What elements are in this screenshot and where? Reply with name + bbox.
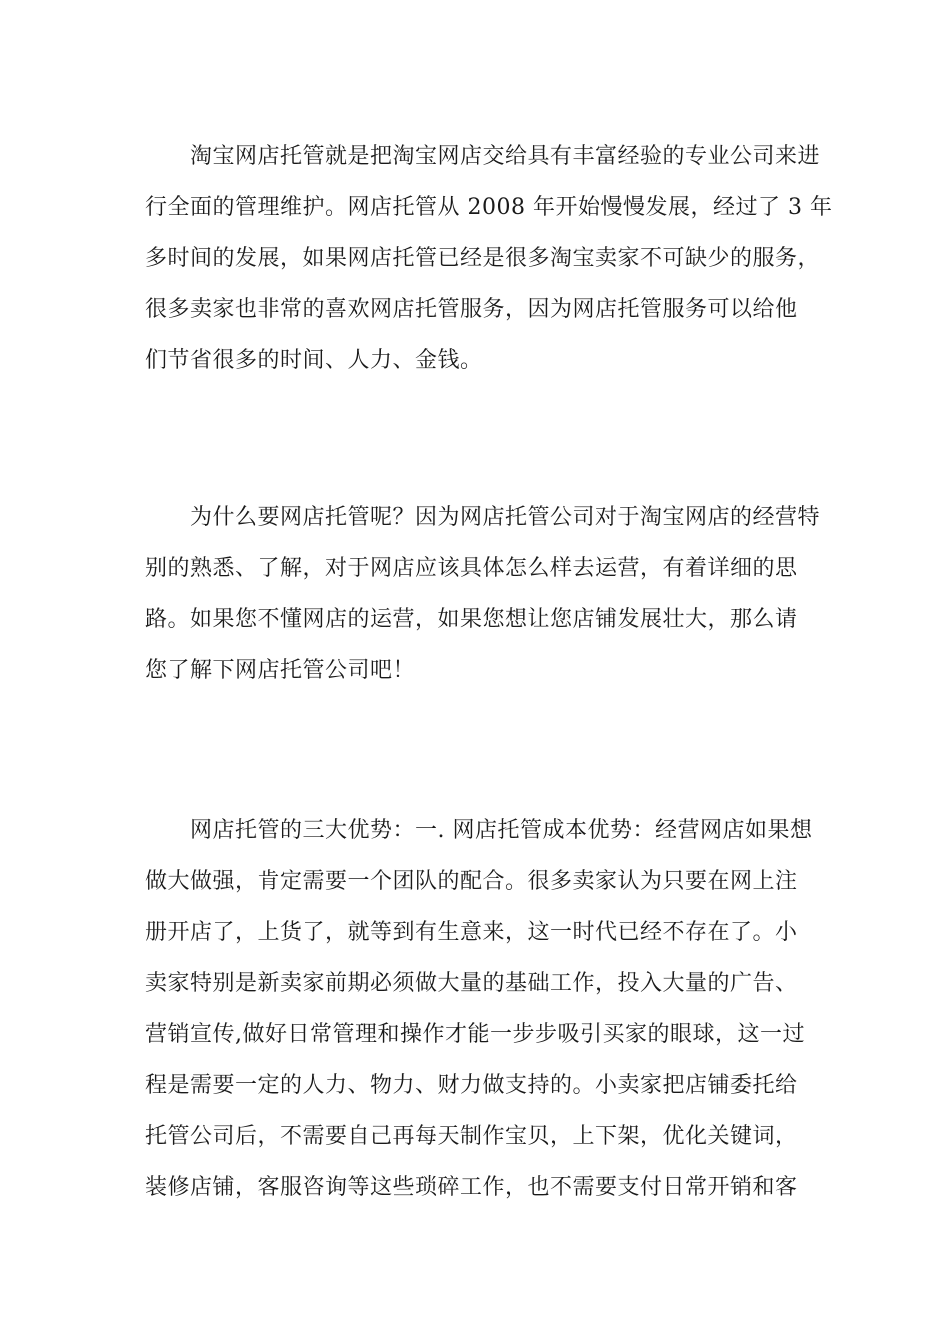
text-line: 淘宝网店托管就是把淘宝网店交给具有丰富经验的专业公司来进	[145, 144, 821, 169]
text-line: 册开店了，上货了，就等到有生意来，这一时代已经不存在了。小	[145, 920, 798, 945]
text-line: 别的熟悉、了解，对于网店应该具体怎么样去运营，有着详细的思	[145, 556, 798, 581]
paragraph-intro	[145, 131, 833, 386]
text-line: 为什么要网店托管呢？因为网店托管公司对于淘宝网店的经营特	[145, 505, 821, 530]
text-line: 多时间的发展，如果网店托管已经是很多淘宝卖家不可缺少的服务，	[145, 246, 821, 271]
text-line: 营销宣传,做好日常管理和操作才能一步步吸引买家的眼球，这一过	[145, 1022, 805, 1047]
text-line: 程是需要一定的人力、物力、财力做支持的。小卖家把店铺委托给	[145, 1073, 798, 1098]
text-line: 装修店铺，客服咨询等这些琐碎工作，也不需要支付日常开销和客	[145, 1175, 798, 1200]
text-line: 您了解下网店托管公司吧！	[145, 658, 416, 683]
text-line: 路。如果您不懂网店的运营，如果您想让您店铺发展壮大，那么请	[145, 607, 798, 632]
text-line: 很多卖家也非常的喜欢网店托管服务，因为网店托管服务可以给他	[145, 297, 798, 322]
paragraph-advantages	[145, 805, 815, 1213]
text-line: 网店托管的三大优势：一. 网店托管成本优势：经营网店如果想	[145, 818, 813, 843]
text-line: 卖家特别是新卖家前期必须做大量的基础工作，投入大量的广告、	[145, 971, 798, 996]
text-line: 行全面的管理维护。网店托管从 2008 年开始慢慢发展，经过了 3 年	[145, 195, 833, 220]
paragraph-why	[145, 492, 821, 696]
text-line: 们节省很多的时间、人力、金钱。	[145, 348, 483, 373]
text-line: 托管公司后，不需要自己再每天制作宝贝，上下架，优化关键词，	[145, 1124, 798, 1149]
text-line: 做大做强，肯定需要一个团队的配合。很多卖家认为只要在网上注	[145, 869, 798, 894]
